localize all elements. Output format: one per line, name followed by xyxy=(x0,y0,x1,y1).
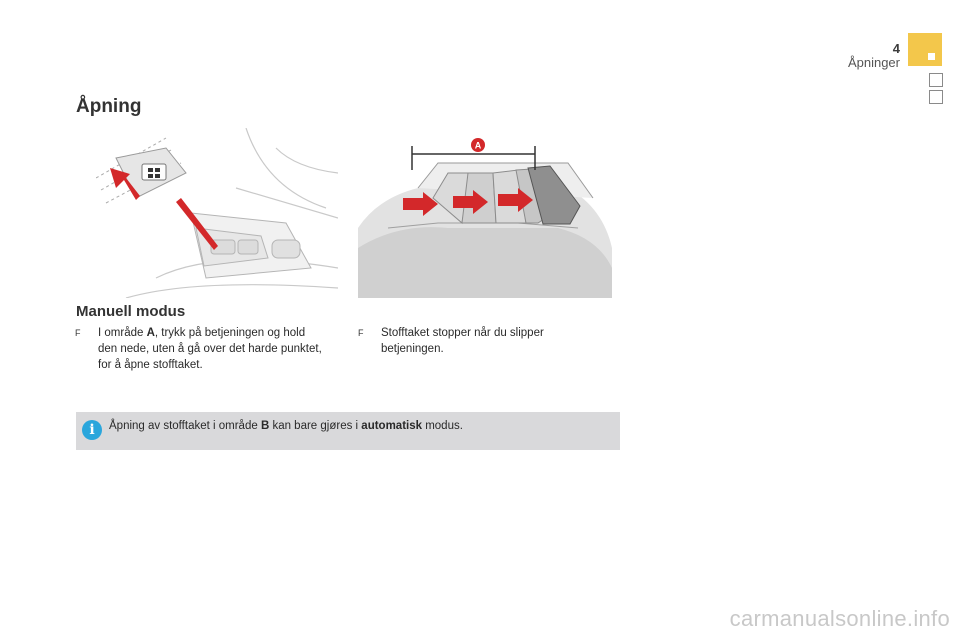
instruction-text: Stofftaket stopper når du slipper betjeningen. xyxy=(381,327,544,355)
info-icon: i xyxy=(82,420,102,440)
info-text: Åpning av stofftaket i område B kan bare gjøres i automatisk modus. xyxy=(109,420,463,432)
chapter-title: Åpninger xyxy=(847,55,900,70)
chapter-number: 4 xyxy=(892,41,900,56)
instruction-text: I område A, trykk på betjeningen og hold den nede, uten å gå over det harde punktet, for å åpne stofftaket. xyxy=(98,327,322,371)
page-title: Åpning xyxy=(76,96,142,117)
roof-opening-illustration xyxy=(358,128,612,298)
bullet-arrow-icon: F xyxy=(358,328,364,338)
info-note xyxy=(76,412,620,450)
bullet-arrow-icon: F xyxy=(75,328,81,338)
chapter-tab-active[interactable] xyxy=(908,33,942,66)
zone-a-marker: A xyxy=(474,140,482,151)
roof-control-illustration xyxy=(96,128,338,298)
instruction-bullet xyxy=(75,325,325,375)
chapter-tab[interactable] xyxy=(929,90,943,104)
section-title: Manuell modus xyxy=(76,303,186,320)
instruction-bullet xyxy=(358,325,598,359)
chapter-tab[interactable] xyxy=(929,73,943,87)
watermark: carmanualsonline.info xyxy=(729,606,950,631)
tab-dot-icon xyxy=(928,53,935,60)
